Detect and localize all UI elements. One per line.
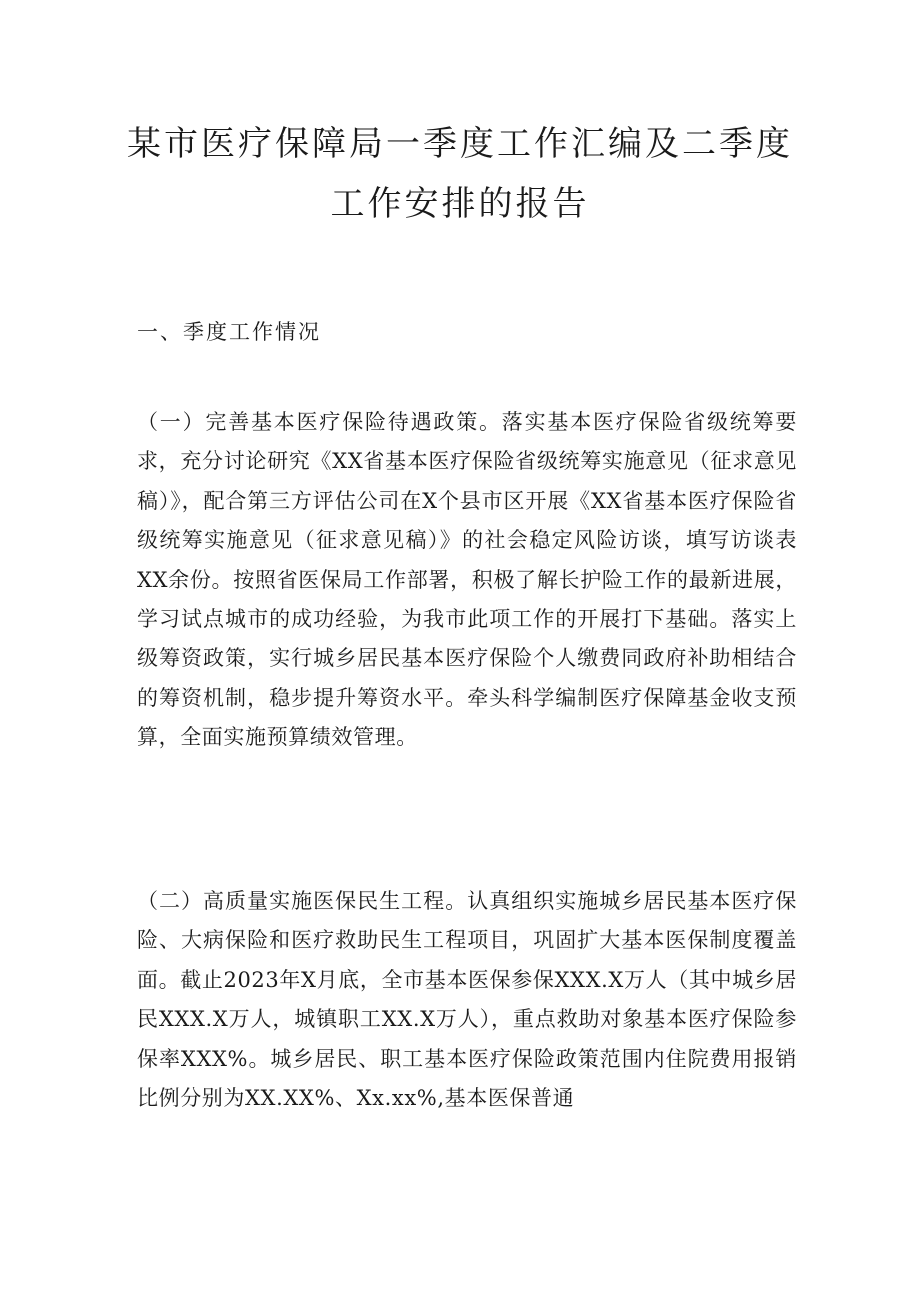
paragraph: （二）高质量实施医保民生工程。认真组织实施城乡居民基本医疗保险、大病保险和医疗救助民生工程项目，巩固扩大基本医保制度覆盖面。截止2023年X月底，全市基本医保参保XXX.X万人（其中城乡居民XXX.X万人，城镇职工XX.X万人），重点救助对象基本医疗保险参保率XXX%。城乡居民、职工基本医疗保险政策范围内住院费用报销比例分别为XX.XX%、Xx.xx%,基本医保普通 bbox=[137, 889, 797, 1111]
document-title-line1: 某市医疗保障局一季度工作汇编及二季度 bbox=[127, 124, 793, 164]
paragraph: （一）完善基本医疗保险待遇政策。落实基本医疗保险省级统筹要求，充分讨论研究《XX省基本医疗保险省级统筹实施意见（征求意见稿）》，配合第三方评估公司在X个县市区开展《XX省基本医疗保险省级统筹实施意见（征求意见稿）》的社会稳定风险访谈，填写访谈表XX余份。按照省医保局工作部署，积极了解长护险工作的最新进展，学习试点城市的成功经验，为我市此项工作的开展打下基础。落实上级筹资政策，实行城乡居民基本医疗保险个人缴费同政府补助相结合的筹资机制，稳步提升筹资水平。牵头科学编制医疗保障基金收支预算，全面实施预算绩效管理。 bbox=[137, 410, 797, 750]
document-title-line2: 工作安排的报告 bbox=[330, 184, 590, 224]
section-heading: 一、季度工作情况 bbox=[137, 320, 321, 344]
